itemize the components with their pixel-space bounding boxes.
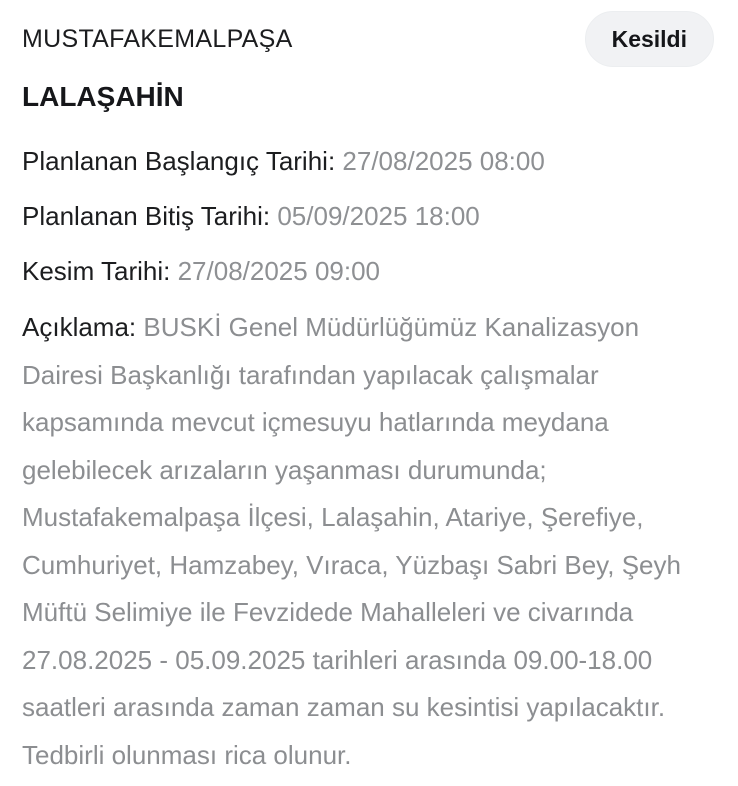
neighborhood-title: LALAŞAHİN	[22, 81, 184, 112]
card-header	[22, 10, 714, 68]
planned-start-value: 27/08/2025 08:00	[342, 146, 545, 176]
district-title: MUSTAFAKEMALPAŞA	[22, 24, 293, 53]
date-fields	[22, 146, 714, 286]
planned-end-row	[22, 201, 714, 231]
planned-end-value: 05/09/2025 18:00	[277, 201, 480, 231]
description-paragraph	[22, 304, 714, 779]
planned-start-row	[22, 146, 714, 176]
status-badge: Kesildi	[585, 11, 714, 67]
description-text: BUSKİ Genel Müdürlüğümüz Kanalizasyon Dairesi Başkanlığı tarafından yapılacak çalışmalar kapsamında mevcut içmesuyu hatlarında meydana gelebilecek arızaların yaşanması durumunda; Mustafakemalpaşa İlçesi, Lalaşahin, Atariye, Şerefiye, Cumhuriyet, Hamzabey, Vıraca, Yüzbaşı Sabri Bey, Şeyh Müftü Selimiye ile Fevzidede Mahalleleri ve civarında 27.08.2025 - 05.09.2025 tarihleri arasında 09.00-18.00 saatleri arasında zaman zaman su kesintisi yapılacaktır. Tedbirli olunması rica olunur.	[22, 312, 681, 770]
planned-end-label: Planlanan Bitiş Tarihi:	[22, 201, 271, 231]
cut-date-label: Kesim Tarihi:	[22, 256, 171, 286]
cut-date-row	[22, 256, 714, 286]
description-label: Açıklama:	[22, 312, 137, 342]
cut-date-value: 27/08/2025 09:00	[177, 256, 381, 286]
planned-start-label: Planlanan Başlangıç Tarihi:	[22, 146, 336, 176]
